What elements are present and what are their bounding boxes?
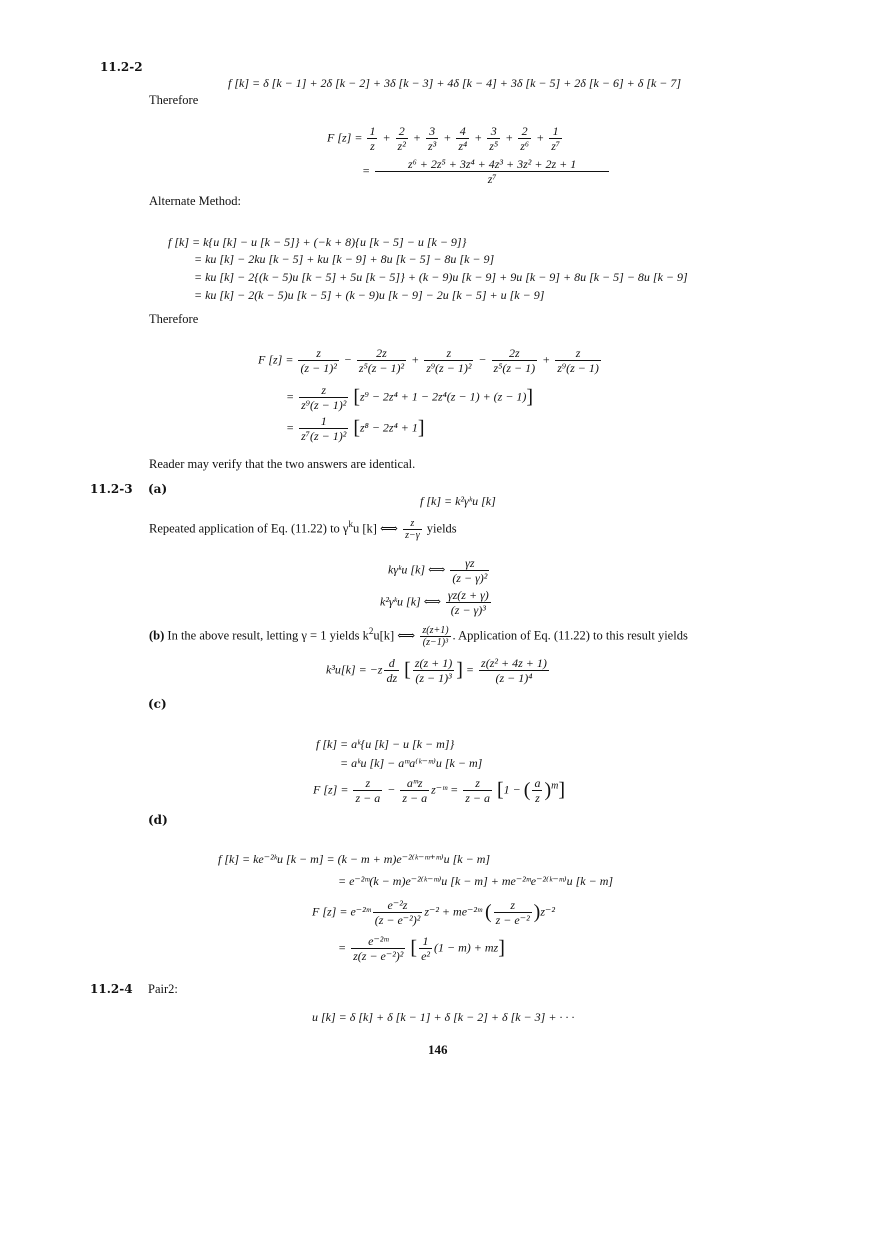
equation-b-result: k³u[k] = −z $\frac{d}{dz}$ [ $\frac{z(z + 1)}{\text{(z − 1)³}}$ ] = $\frac{\text{z(z² + 4z + 1)}}{\text{(z − 1)⁴}}$: [326, 656, 547, 685]
equation-d-line-4: = $\frac{\text{e⁻²ᵐ}}{\text{z(z − e⁻²)²}}$ [ $\frac{1}{\text{e²}}$ (1 − m) + mz]: [338, 934, 505, 963]
text-therefore-2: Therefore: [149, 312, 199, 326]
equation-a-pair-2: k²γᵏu [k] ⟺ $\frac{\gamma z(z + \gamma)}{\text{(z − γ)³}}$: [380, 588, 489, 617]
equation-alt-line-4: = ku [k] − 2(k − 5)u [k − 5] + (k − 9)u [k − 9] − 2u [k − 5] + u [k − 9]: [194, 288, 545, 302]
equation-F-alt-3: = $\frac{1}{\text{z⁷(z − 1)²}}$ [z⁸ − 2z⁴ + 1]: [286, 414, 425, 443]
equation-alt-line-3: = ku [k] − 2{(k − 5)u [k − 5] + 5u [k − 5]} + (k − 9)u [k − 9] + 9u [k − 9] + 8u [k − 5] − 8u [k − 9]: [194, 270, 688, 284]
equation-F-alt-sum: F [z] = $\frac{z}{\text{(z − 1)²}}$ − $\frac{2z}{\text{z⁵(z − 1)²}}$ + $\frac{z}{\text{z⁹(z − 1)²}}$ − $\frac{2z}{\text{z⁵(z − 1)}}$ + $\frac{z}{\text{z⁹(z − 1)}}$: [258, 346, 599, 375]
equation-d-line-3: F [z] = e⁻²ᵐ $\frac{\text{e⁻²z}}{\text{(z − e⁻²)²}}$ z⁻² + me⁻²ᵐ ( $\frac{z}{\text{z − e⁻²}}$ )z⁻²: [312, 898, 555, 927]
text-part-b: (b) In the above result, letting γ = 1 yields $k^2u[k]$ ⟺ $\frac{z(z+1)}{\text{(z−1)³}}$ . Application of Eq. (11.22) to this result yields: [149, 625, 688, 648]
equation-d-line-1: f [k] = ke⁻²ᵏu [k − m] = (k − m + m)e⁻²⁽ᵏ⁻ᵐ⁺ᵐ⁾u [k − m]: [218, 852, 491, 866]
equation-F-alt-2: = $\frac{z}{\text{z⁹(z − 1)²}}$ [z⁹ − 2z⁴ + 1 − 2z⁴(z − 1) + (z − 1)]: [286, 383, 534, 412]
part-d-label: (d): [148, 813, 168, 827]
part-a-label: (a): [148, 482, 168, 496]
problem-label-11-2-4: 11.2-4: [90, 982, 133, 996]
equation-alt-line-1: f [k] = k{u [k] − u [k − 5]} + (−k + 8){u [k − 5] − u [k − 9]}: [168, 235, 467, 249]
part-c-label: (c): [148, 697, 167, 711]
equation-a-pair-1: kγᵏu [k] ⟺ $\frac{\gamma z}{\text{(z − γ)²}}$: [388, 556, 488, 585]
text-repeated-application: Repeated application of Eq. (11.22) to $\gamma^ku$ [k] ⟺ $\frac{z}{z-\gamma}$ yields: [149, 518, 457, 541]
text-therefore-1: Therefore: [149, 93, 199, 107]
equation-c-line-2: = aᵏu [k] − aᵐa⁽ᵏ⁻ᵐ⁾u [k − m]: [340, 756, 483, 770]
problem-label-11-2-3: 11.2-3: [90, 482, 133, 496]
problem-label-11-2-2: 11.2-2: [100, 60, 143, 74]
equation-pair2: u [k] = δ [k] + δ [k − 1] + δ [k − 2] + δ [k − 3] + · · ·: [312, 1010, 575, 1024]
equation-f-delta: f [k] = δ [k − 1] + 2δ [k − 2] + 3δ [k − 3] + 4δ [k − 4] + 3δ [k − 5] + 2δ [k − 6] + δ [k − 7]: [228, 76, 682, 90]
equation-alt-line-2: = ku [k] − 2ku [k − 5] + ku [k − 9] + 8u [k − 5] − 8u [k − 9]: [194, 252, 495, 266]
equation-a-f: f [k] = k²γᵏu [k]: [420, 494, 496, 508]
equation-c-line-3: F [z] = $\frac{z}{z - a}$ − $\frac{\text{aᵐz}}{z - a}$ z⁻ᵐ = $\frac{z}{z - a}$ [1 − ( $\frac{a}{z}$ )$^m$]: [313, 776, 566, 805]
equation-d-line-2: = e⁻²ᵐ(k − m)e⁻²⁽ᵏ⁻ᵐ⁾u [k − m] + me⁻²ᵐe⁻²⁽ᵏ⁻ᵐ⁾u [k − m]: [338, 874, 614, 888]
text-alternate-method: Alternate Method:: [149, 194, 241, 208]
equation-F-sum: F [z] = $\frac{1}{z}$ + $\frac{2}{\text{z²}}$ + $\frac{3}{\text{z³}}$ + $\frac{4}{\text{z⁴}}$ + $\frac{3}{\text{z⁵}}$ + $\frac{2}{\text{z⁶}}$ + $\frac{1}{\text{z⁷}}$: [327, 124, 561, 153]
page-number: 146: [428, 1042, 448, 1057]
equation-c-line-1: f [k] = aᵏ{u [k] − u [k − m]}: [316, 737, 455, 751]
text-verify: Reader may verify that the two answers are identical.: [149, 457, 416, 471]
equation-F-polynomial: = $\frac{\text{z⁶ + 2z⁵ + 3z⁴ + 4z³ + 3z² + 2z + 1}}{\text{z⁷}}$: [362, 157, 611, 186]
text-pair2: Pair2:: [148, 982, 178, 996]
